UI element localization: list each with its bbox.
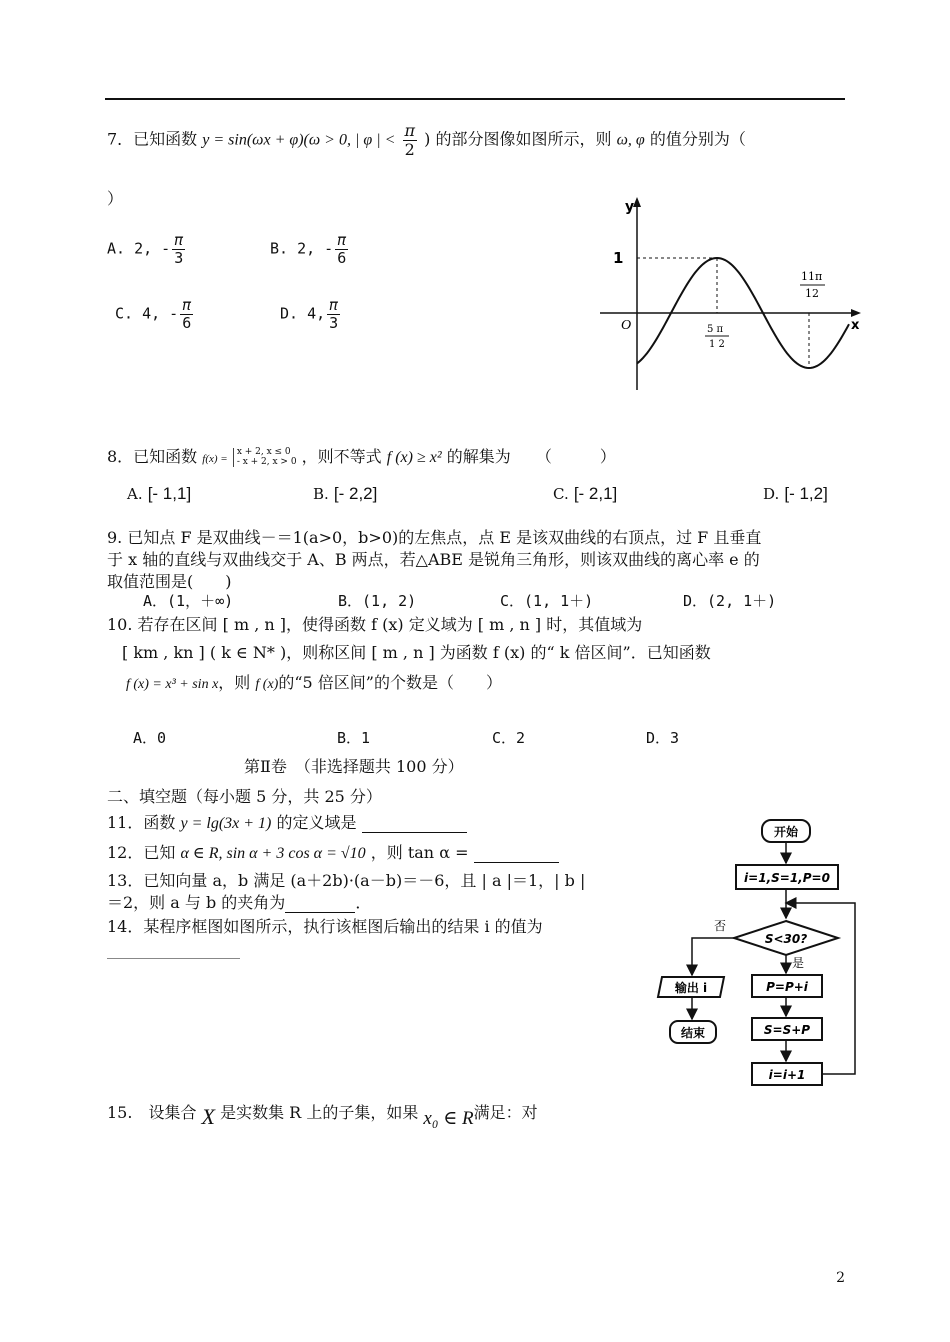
- q13-answer-blank[interactable]: [285, 912, 355, 913]
- y-tick-1: 1: [613, 249, 624, 267]
- y-axis-arrow: [633, 197, 641, 207]
- flow-yes-label: 是: [791, 956, 805, 970]
- q7-option-c: C. 4, - $\frac{\pi}{6}$: [115, 296, 192, 332]
- origin-label: O: [621, 318, 632, 333]
- q11: 11．函数 y = lg(3x + 1) 的定义域是: [107, 810, 467, 833]
- flow-step1-text: P=P+i: [766, 980, 808, 994]
- q12-answer-blank[interactable]: [474, 862, 559, 863]
- flow-no-label: 否: [713, 919, 727, 933]
- q7-stem: 7．已知函数 y = sin(ωx + φ)(ω > 0, | φ | < $\frac{\pi}{2}$ ) 的部分图像如图所示，则 ω, φ 的值分别为（: [107, 121, 746, 159]
- q8-option-a: A. [- 1,1]: [127, 484, 192, 503]
- x-tick-5pi12-num: 5 π: [707, 324, 724, 335]
- q8-option-b: B. [- 2,2]: [313, 484, 378, 503]
- q13-line-2: ＝2，则 a 与 b 的夹角为 ．: [107, 893, 372, 912]
- flow-end-text: 结束: [680, 1026, 706, 1040]
- flow-step2-text: S=S+P: [763, 1023, 811, 1037]
- flowchart: [650, 815, 870, 1105]
- y-axis-label: y: [625, 199, 635, 215]
- q15: 15. 设集合 X 是实数集 R 上的子集，如果 x₀ ∈ R满足：对: [107, 1103, 538, 1129]
- q9-line-1: 9. 已知点 F 是双曲线－＝1(a>0，b>0)的左焦点，点 E 是该双曲线的右顶点，过 F 且垂直: [107, 528, 762, 547]
- x-axis-arrow: [851, 309, 861, 317]
- q10-line-2: [ km , kn ] ( k ∈ N* )，则称区间 [ m , n ] 为函数 f (x) 的“ k 倍区间”．已知函数: [122, 643, 711, 662]
- q14: 14．某程序框图如图所示，执行该框图后输出的结果 i 的值为: [107, 917, 543, 936]
- q13-line-1: 13．已知向量 a，b 满足 (a＋2b)·(a－b)＝－6，且 | a |＝1，| b |: [107, 871, 586, 890]
- q10-option-a: A．0: [133, 729, 167, 747]
- q10-line-3: f (x) = x³ + sin x，则 f (x)的“5 倍区间”的个数是（ ）: [126, 673, 502, 692]
- x-tick-5pi12-den: 1 2: [709, 339, 725, 350]
- q10-option-d: D．3: [646, 729, 680, 747]
- q9-option-c: C．(1, 1＋): [500, 592, 594, 610]
- flow-start-text: 开始: [773, 825, 799, 839]
- q9-option-d: D．(2, 1＋): [683, 592, 777, 610]
- q8-option-c: C. [- 2,1]: [553, 484, 618, 503]
- q10-option-b: B．1: [337, 729, 371, 747]
- q12: 12．已知 α ∈ R, sin α + 3 cos α = √10 ，则 tan α =: [107, 840, 559, 863]
- q7-option-b: B. 2, - $\frac{\pi}{6}$: [270, 231, 347, 267]
- flow-cond-text: S<30?: [764, 932, 808, 946]
- x-tick-11pi12-den: 12: [805, 287, 819, 300]
- q8-stem: 8．已知函数 f(x) = x + 2, x ≤ 0 - x + 2, x > 0 ，则不等式 f (x) ≥ x² 的解集为 （ ）: [107, 446, 616, 467]
- q14-answer-blank[interactable]: [107, 958, 240, 959]
- q9-option-b: B．(1, 2): [338, 592, 417, 610]
- q8-option-d: D. [- 1,2]: [763, 484, 828, 503]
- section-title: 二、填空题（每小题 5 分，共 25 分）: [107, 787, 382, 806]
- q11-answer-blank[interactable]: [362, 832, 467, 833]
- q7-option-d: D. 4, $\frac{\pi}{3}$: [280, 296, 339, 332]
- q10-option-c: C．2: [492, 729, 526, 747]
- x-axis-label: x: [851, 318, 860, 333]
- page-number: 2: [836, 1270, 845, 1286]
- flow-output-text: 输出 i: [674, 981, 708, 995]
- q9-line-3: 取值范围是( ): [107, 572, 232, 591]
- q10-line-1: 10. 若存在区间 [ m , n ]，使得函数 f (x) 定义域为 [ m , n ] 时，其值域为: [107, 615, 643, 634]
- q9-option-a: A．(1，＋∞): [143, 592, 234, 610]
- x-tick-11pi12-num: 11π: [801, 270, 823, 283]
- q7-close-paren: ）: [107, 189, 124, 208]
- flow-init-text: i=1,S=1,P=0: [744, 871, 830, 885]
- q8-piecewise: x + 2, x ≤ 0 - x + 2, x > 0: [233, 448, 297, 468]
- sine-graph: [595, 195, 875, 395]
- q9-line-2: 于 x 轴的直线与双曲线交于 A、B 两点，若△ABE 是锐角三角形，则该双曲线的离心率 e 的: [107, 550, 760, 569]
- flow-arrow-no: [692, 938, 734, 975]
- header-rule: [105, 98, 845, 100]
- q7-option-a: A. 2, - $\frac{\pi}{3}$: [107, 231, 184, 267]
- part2-title: 第Ⅱ卷 （非选择题共 100 分）: [244, 757, 464, 776]
- flow-step3-text: i=i+1: [768, 1068, 806, 1082]
